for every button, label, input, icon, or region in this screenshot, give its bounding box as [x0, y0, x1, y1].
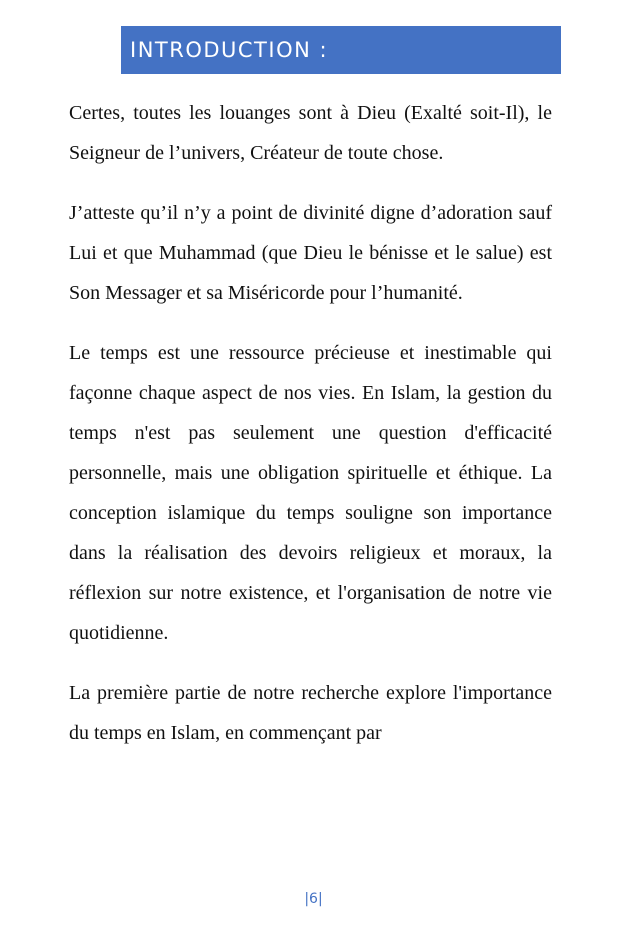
page-number: |6|	[304, 891, 323, 907]
paragraph-praise: Certes, toutes les louanges sont à Dieu (Exalté soit-Il), le Seigneur de l’univers, Créateur de toute chose.	[69, 102, 552, 164]
section-heading-title: INTRODUCTION :	[130, 37, 329, 62]
paragraph-research-outline: La première partie de notre recherche explore l'importance du temps en Islam, en commençant par	[69, 682, 552, 744]
section-heading-bar	[121, 26, 561, 74]
body-text	[69, 93, 552, 773]
paragraph-time-importance: Le temps est une ressource précieuse et inestimable qui façonne chaque aspect de nos vies. En Islam, la gestion du temps n'est pas seulement une question d'efficacité personnelle, mais une obligation spirituelle et éthique. La conception islamique du temps souligne son importance dans la réalisation des devoirs religieux et moraux, la réflexion sur notre existence, et l'organisation de notre vie quotidienne.	[69, 342, 552, 644]
paragraph-testimony: J’atteste qu’il n’y a point de divinité digne d’adoration sauf Lui et que Muhammad (que Dieu le bénisse et le salue) est Son Messager et sa Miséricorde pour l’humanité.	[69, 202, 552, 304]
